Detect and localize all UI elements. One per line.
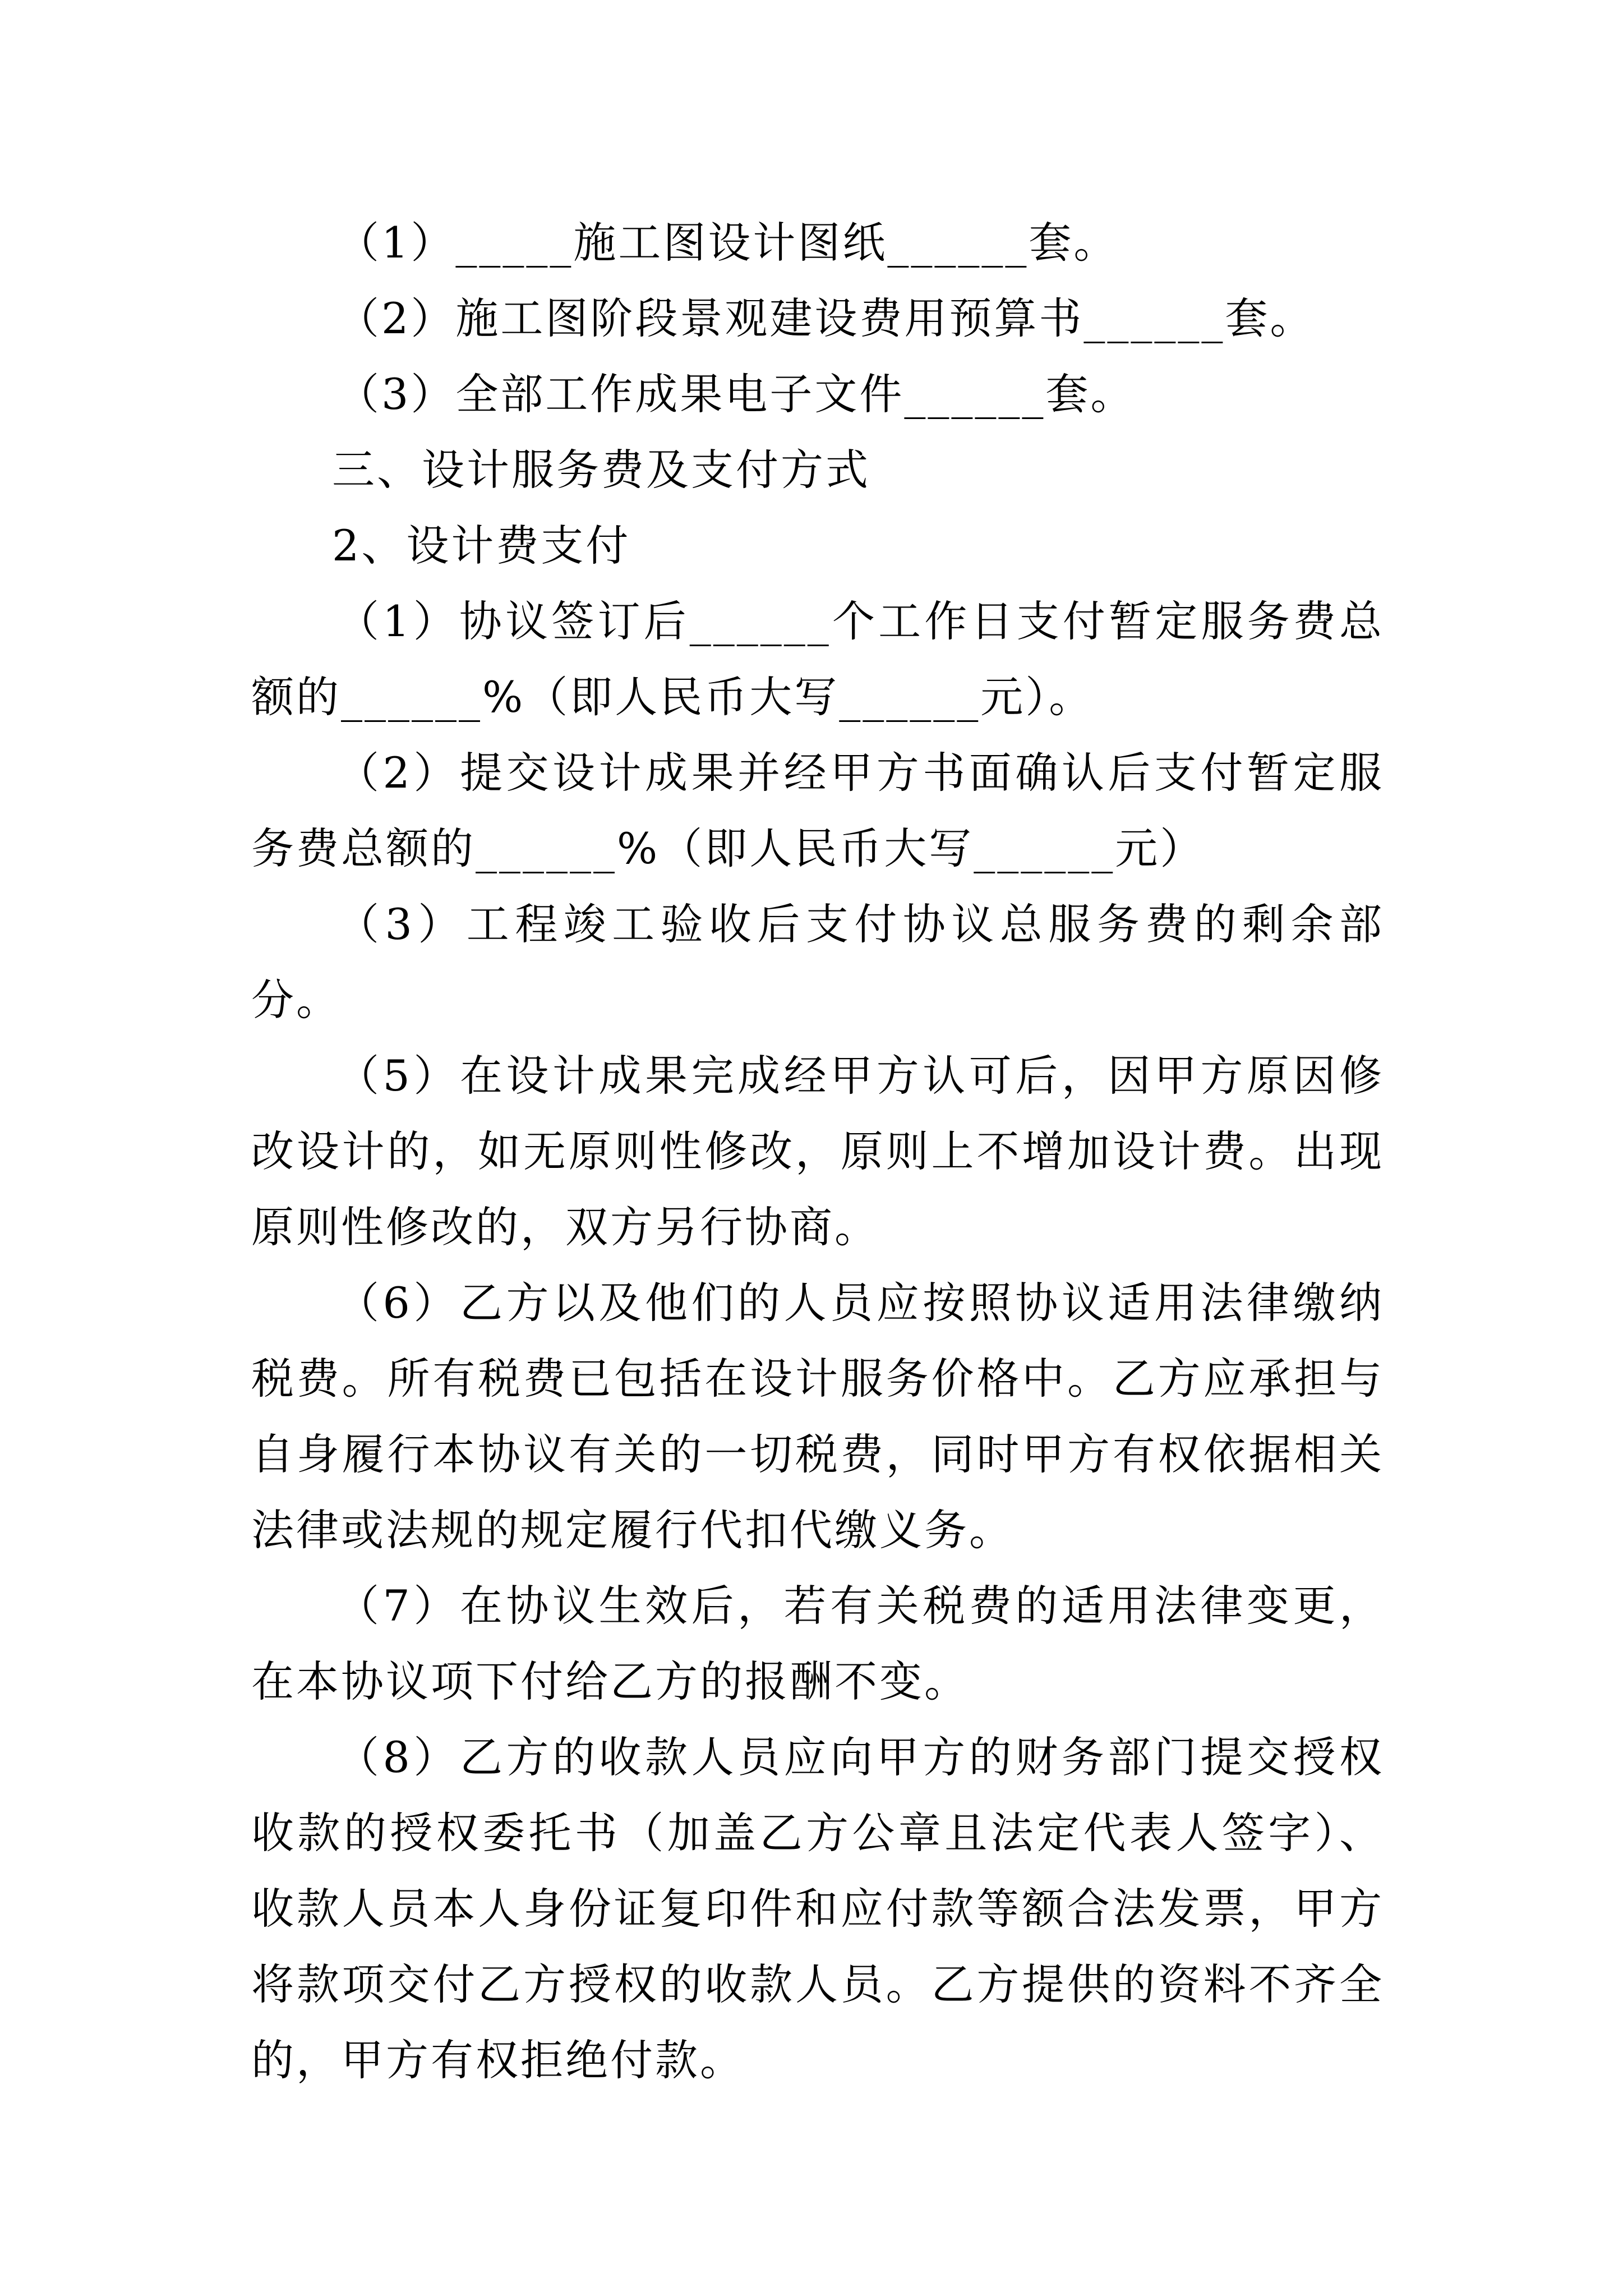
paragraph-payment-1: （1）协议签订后______个工作日支付暂定服务费总额的______%（即人民币大写______元）。 bbox=[251, 596, 1384, 722]
subheading-fee-payment: 2、设计费支付 bbox=[332, 521, 631, 570]
paragraph-payment-2: （2）提交设计成果并经甲方书面确认后支付暂定服务费总额的______%（即人民币大写______元） bbox=[251, 748, 1384, 873]
paragraph-clause-7: （7）在协议生效后，若有关税费的适用法律变更，在本协议项下付给乙方的报酬不变。 bbox=[251, 1581, 1384, 1706]
paragraph-clause-6: （6）乙方以及他们的人员应按照协议适用法律缴纳税费。所有税费已包括在设计服务价格中。乙方应承担与自身履行本协议有关的一切税费，同时甲方有权依据相关法律或法规的规定履行代扣代缴义务。 bbox=[251, 1278, 1384, 1555]
paragraph-deliverable-2: （2）施工图阶段景观建设费用预算书______套。 bbox=[336, 293, 1315, 343]
paragraph-clause-8: （8）乙方的收款人员应向甲方的财务部门提交授权收款的授权委托书（加盖乙方公章且法定代表人签字）、收款人员本人身份证复印件和应付款等额合法发票，甲方将款项交付乙方授权的收款人员。乙方提供的资料不齐全的，甲方有权拒绝付款。 bbox=[251, 1732, 1384, 2085]
paragraph-deliverable-3: （3）全部工作成果电子文件______套。 bbox=[336, 369, 1136, 419]
paragraph-payment-3: （3）工程竣工验收后支付协议总服务费的剩余部分。 bbox=[251, 899, 1384, 1025]
paragraph-deliverable-1: （1）_____施工图设计图纸______套。 bbox=[336, 218, 1119, 268]
document-body bbox=[251, 205, 1384, 2098]
paragraph-clause-5: （5）在设计成果完成经甲方认可后，因甲方原因修改设计的，如无原则性修改，原则上不增加设计费。出现原则性修改的，双方另行协商。 bbox=[251, 1051, 1384, 1252]
section-heading-fees: 三、设计服务费及支付方式 bbox=[332, 445, 870, 495]
